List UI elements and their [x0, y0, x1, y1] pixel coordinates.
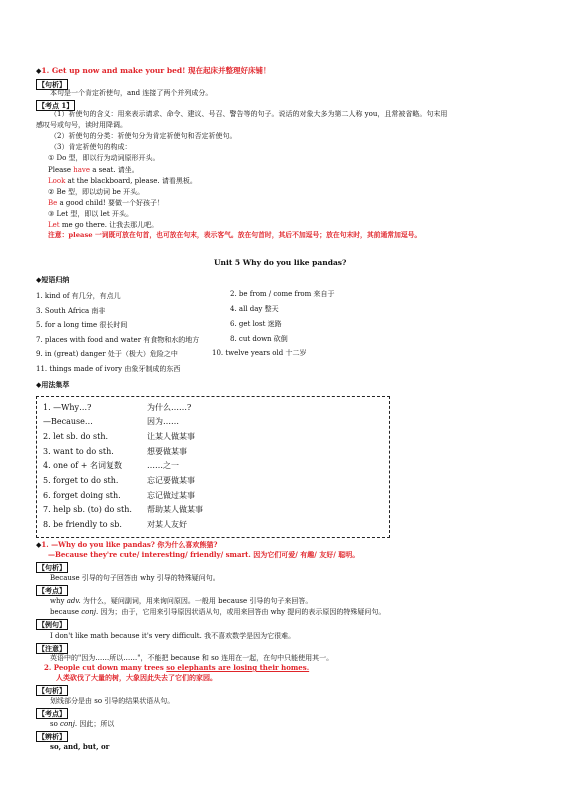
phrase-item: 1. kind of 有几分，有点儿 [36, 292, 121, 300]
sentence-answer-2: —Because they're cute/ interesting/ friendly/ smart. 因为它们可爱/ 有趣/ 友好/ 聪明。 [48, 550, 360, 559]
analysis-tag: 【句析】 [38, 80, 66, 89]
because-explanation: because conj. 因为；由于，它用来引导原因状语从句，或用来回答由 why 提问的表示原因的特殊疑问句。 [50, 608, 386, 616]
usage-row: 4. one of + 名词复数 ……之一 [43, 461, 179, 470]
usage-row: 8. be friendly to sb. 对某人友好 [43, 520, 187, 529]
phrase-item: 4. all day 整天 [230, 305, 279, 313]
distinguish-tag: 【辨析】 [38, 732, 66, 741]
sentence-heading-2: ◆1. —Why do you like pandas? 你为什么喜欢熊猫? [36, 540, 218, 549]
usage-box [36, 396, 390, 538]
usage-row: 2. let sb. do sth. 让某人做某事 [43, 432, 195, 441]
sentence-heading-3: 2. People cut down many trees so elephants are losing their homes. [44, 663, 310, 672]
usage-row: 3. want to do sth. 想要做某事 [43, 447, 187, 456]
note-tag: 【注意】 [38, 644, 66, 653]
point-tag: 【考点】 [38, 586, 66, 595]
usage-row: 6. forget doing sth. 忘记做过某事 [43, 491, 195, 500]
phrases-heading: ◆短语归纳 [36, 275, 70, 284]
analysis-text: 本句是一个肯定祈使句，and 连接了两个并列成分。 [50, 89, 213, 97]
phrase-item: 3. South Africa 南非 [36, 307, 106, 315]
point-text-4: ① Do 型，即以行为动词原形开头。 [48, 154, 160, 162]
point-text-1: （1）祈使句的含义：用来表示请求、命令、建议、号召、警告等的句子。说话的对象大多为第二人称 you，且常被省略。句末用 [50, 110, 448, 118]
usage-row: 5. forget to do sth. 忘记要做某事 [43, 476, 195, 485]
please-note: 注意：please 一词既可放在句首，也可放在句末，表示客气。放在句首时，其后不加逗号；放在句末时，其前通常加逗号。 [48, 231, 422, 239]
example-2: Look at the blackboard, please. 请看黑板。 [48, 177, 197, 185]
usage-heading: ◆用法集萃 [36, 380, 70, 389]
example-4: Let me go there. 让我去那儿吧。 [48, 221, 159, 229]
point-text-6: ③ Let 型，即以 let 开头。 [48, 210, 133, 218]
phrase-item: 5. for a long time 很长时间 [36, 321, 128, 329]
point-text-1b: 感叹号或句号，读时用降调。 [36, 121, 127, 129]
phrase-item: 7. places with food and water 有食物和水的地方 [36, 336, 200, 344]
so-explanation: so conj. 因此；所以 [50, 720, 115, 728]
unit-title: Unit 5 Why do you like pandas? [214, 258, 347, 267]
phrase-item: 11. things made of ivory 由象牙制成的东西 [36, 365, 181, 373]
example-tag: 【例句】 [38, 620, 66, 629]
sentence-heading-1: ◆1. Get up now and make your bed! 现在起床并整理好床铺！ [36, 66, 271, 75]
usage-row: —Because… 因为…… [43, 417, 179, 426]
example-text: I don't like math because it's very difficult. 我不喜欢数学是因为它很难。 [50, 632, 296, 640]
phrase-item: 6. get lost 迷路 [230, 320, 282, 328]
usage-row: 1. —Why…? 为什么……? [43, 403, 192, 412]
usage-row: 7. help sb. (to) do sth. 帮助某人做某事 [43, 505, 203, 514]
phrase-item: 9. in (great) danger 处于（极大）危险之中 [36, 350, 178, 358]
analysis-text: Because 引导的句子回答由 why 引导的特殊疑问句。 [50, 574, 220, 582]
point-text-5: ② Be 型，即以动词 be 开头。 [48, 188, 145, 196]
example-3: Be a good child! 要做一个好孩子！ [48, 199, 164, 207]
phrase-item: 10. twelve years old 十二岁 [212, 349, 307, 357]
analysis-tag: 【句析】 [38, 686, 66, 695]
phrase-item: 8. cut down 砍倒 [230, 335, 288, 343]
analysis-tag: 【句析】 [38, 563, 66, 572]
point-tag: 【考点】 [38, 709, 66, 718]
example-1: Please have a seat. 请坐。 [48, 166, 139, 174]
analysis-text: 划线部分是由 so 引导的结果状语从句。 [50, 697, 175, 705]
point-tag: 【考点 1】 [38, 101, 74, 110]
phrase-item: 2. be from / come from 来自于 [230, 290, 335, 298]
distinguish-text: so, and, but, or [50, 742, 110, 751]
why-explanation: why adv. 为什么，疑问副词，用来询问原因。一般用 because 引导的句子来回答。 [50, 597, 313, 605]
note-text: 英语中的"因为……所以……"，不能把 because 和 so 连用在一起，在句中只能使用其一。 [50, 654, 334, 662]
point-text-3: （3）肯定祈使句的构成： [50, 143, 132, 151]
point-text-2: （2）祈使句的分类：祈使句分为肯定祈使句和否定祈使句。 [50, 132, 237, 140]
sentence-translation-3: 人类砍伐了大量的树，大象因此失去了它们的家园。 [56, 673, 217, 682]
